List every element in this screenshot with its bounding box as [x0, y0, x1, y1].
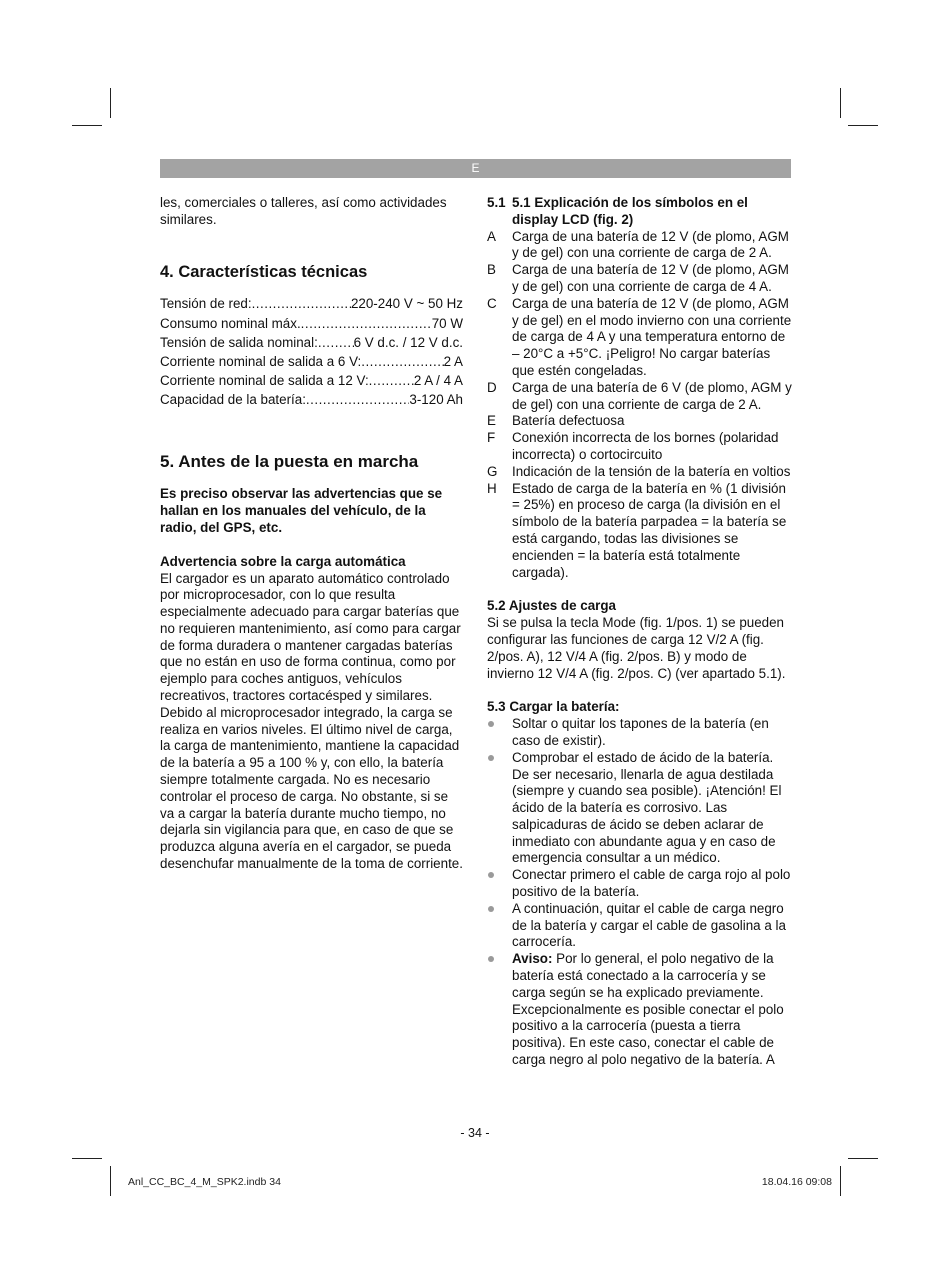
bullet-text: Soltar o quitar los tapones de la batería (en caso de existir).	[512, 716, 769, 748]
spec-label: Consumo nominal máx.	[160, 315, 301, 331]
page-number: - 34 -	[460, 1126, 490, 1140]
bullet-icon	[487, 901, 512, 951]
specs-list	[160, 294, 463, 409]
section-5-1-title: 5.1 5.1 Explicación de los símbolos en el display LCD (fig. 2)	[487, 195, 792, 229]
spec-value: 2 A / 4 A	[413, 373, 463, 389]
section-5-2-title: 5.2 Ajustes de carga	[487, 598, 617, 614]
aviso-text: Por lo general, el polo negativo de la batería está conectado a la carrocería y se carga según se ha explicado previamente. Excepcionalmente es posible conectar el polo positivo a la carrocería (puesta a tierra positiva). En este caso, conectar el cable de carga negro al polo negativo de la batería. A	[512, 951, 784, 1068]
footer-date: 18.04.16 09:08	[761, 1176, 832, 1188]
bullet-icon	[487, 716, 512, 750]
crop-mark	[848, 1158, 878, 1159]
left-column	[160, 195, 463, 873]
spec-label: Capacidad de la batería:	[160, 392, 306, 408]
crop-mark	[110, 88, 111, 118]
warning-text: Es preciso observar las advertencias que se hallan en los manuales del vehículo, de la radio, del GPS, etc.	[160, 486, 443, 535]
symbol-text: Carga de una batería de 12 V (de plomo, AGM y de gel) con una corriente de carga de 2 A.	[512, 228, 789, 261]
bullet-item	[487, 951, 792, 1069]
symbol-text: Carga de una batería de 6 V (de plomo, AGM y de gel) con una corriente de carga de 2 A.	[512, 379, 792, 412]
symbol-key: F	[487, 430, 496, 446]
symbol-item	[487, 481, 792, 582]
intro-text: les, comerciales o talleres, así como actividades similares.	[160, 195, 447, 227]
symbol-item	[487, 296, 792, 380]
symbol-item	[487, 262, 792, 296]
bullet-text: A continuación, quitar el cable de carga negro de la batería y cargar el cable de gasolina a la carrocería.	[512, 900, 786, 950]
symbol-key: H	[487, 480, 497, 496]
spec-row	[160, 333, 463, 352]
symbol-text: Carga de una batería de 12 V (de plomo, AGM y de gel) con una corriente de carga de 4 A.	[512, 262, 789, 294]
crop-mark	[840, 88, 841, 118]
symbol-key: E	[487, 413, 496, 429]
aviso-label: Aviso:	[512, 951, 553, 967]
section-4-title: 4. Características técnicas	[160, 262, 368, 281]
crop-mark	[72, 1158, 102, 1159]
crop-mark	[72, 125, 102, 126]
spec-label: Corriente nominal de salida a 6 V:	[160, 353, 362, 369]
section-5-1-title-text: 5.1 Explicación de los símbolos en el display LCD (fig. 2)	[512, 195, 748, 227]
spec-row	[160, 314, 463, 333]
spec-value: 220-240 V ~ 50 Hz	[350, 296, 463, 312]
symbol-key: D	[487, 379, 497, 395]
bullet-item	[487, 901, 792, 951]
symbol-item	[487, 380, 792, 414]
spec-label: Tensión de red:	[160, 296, 252, 312]
symbol-text: Estado de carga de la batería en % (1 división = 25%) en proceso de carga (la división en el símbolo de la batería parpadea = la batería se está cargando, todas las divisiones se encienden = la batería está totalmente cargada).	[512, 480, 787, 580]
spec-label: Corriente nominal de salida a 12 V:	[160, 373, 369, 389]
crop-mark	[848, 125, 878, 126]
auto-charge-title: Advertencia sobre la carga automática	[160, 553, 406, 569]
spec-row	[160, 294, 463, 313]
bullet-text	[512, 951, 792, 1069]
section-5-3-title: 5.3 Cargar la batería:	[487, 699, 620, 715]
symbol-text: Conexión incorrecta de los bornes (polaridad incorrecta) o cortocircuito	[512, 430, 779, 462]
auto-charge-text: El cargador es un aparato automático controlado por microprocesador, con lo que resulta especialmente adecuado para cargar baterías que no requieren mantenimiento, así como para cargar de forma duradera o mantener cargadas baterías que no están en uso de forma continua, como por ejemplo para coches antiguos, vehículos recreativos, tractores cortacésped y similares. Debido al microprocesador integrado, la carga se realiza en varios niveles. El último nivel de carga, la carga de mantenimiento, mantiene la capacidad de la batería a 95 a 100 % y, con ello, la batería siempre totalmente cargada. No es necesario controlar el proceso de carga. No obstante, si se va a cargar la batería durante mucho tiempo, no dejarla sin vigilancia para que, en caso de que se produzca alguna avería en el cargador, se pueda desenchufar manualmente de la toma de corriente.	[160, 570, 463, 872]
bullet-icon	[487, 867, 512, 901]
crop-mark	[840, 1166, 841, 1196]
bullet-text: Conectar primero el cable de carga rojo al polo positivo de la batería.	[512, 867, 791, 900]
spec-row	[160, 371, 463, 390]
spec-value: 6 V d.c. / 12 V d.c.	[353, 334, 463, 350]
symbol-text: Indicación de la tensión de la batería en voltios	[512, 463, 791, 479]
bullet-icon	[487, 750, 512, 868]
bullet-text: Comprobar el estado de ácido de la batería. De ser necesario, llenarla de agua destilada (siempre y cuando sea posible). ¡Atención! El ácido de la batería es corrosivo. Las salpicaduras de ácido se deben aclarar de inmediato con abundante agua y en caso de emergencia consultar a un médico.	[512, 749, 782, 866]
crop-mark	[110, 1166, 111, 1196]
spec-value: 2 A	[443, 353, 463, 369]
symbol-key: B	[487, 262, 496, 278]
footer-filename: Anl_CC_BC_4_M_SPK2.indb 34	[128, 1176, 281, 1188]
symbol-item	[487, 229, 792, 263]
symbol-key: A	[487, 228, 496, 244]
right-column	[487, 195, 792, 1069]
symbol-item	[487, 464, 792, 481]
bullet-item	[487, 750, 792, 868]
spec-label: Tensión de salida nominal:	[160, 334, 318, 350]
section-5-2-text: Si se pulsa la tecla Mode (fig. 1/pos. 1) se pueden configurar las funciones de carga 12 V/2 A (fig. 2/pos. A), 12 V/4 A (fig. 2/pos. B) y modo de invierno 12 V/4 A (fig. 2/pos. C) (ver apartado 5.1).	[487, 615, 786, 681]
spec-row	[160, 390, 463, 409]
spec-value: 3-120 Ah	[409, 392, 463, 408]
symbol-key: C	[487, 295, 497, 311]
section-5-title: 5. Antes de la puesta en marcha	[160, 451, 419, 471]
symbol-item	[487, 430, 792, 464]
section-letter: E	[471, 161, 480, 175]
spec-value: 70 W	[431, 315, 463, 331]
bullet-item	[487, 867, 792, 901]
bullet-item	[487, 716, 792, 750]
spec-row	[160, 352, 463, 371]
section-header-bar	[160, 159, 791, 178]
symbol-item	[487, 413, 792, 430]
symbol-key: G	[487, 463, 498, 479]
bullet-icon	[487, 951, 512, 1069]
symbol-text: Batería defectuosa	[512, 413, 625, 429]
symbol-text: Carga de una batería de 12 V (de plomo, AGM y de gel) en el modo invierno con una corriente de carga de 4 A y una temperatura entorno de – 20°C a +5°C. ¡Peligro! No cargar baterías que estén congeladas.	[512, 295, 792, 378]
